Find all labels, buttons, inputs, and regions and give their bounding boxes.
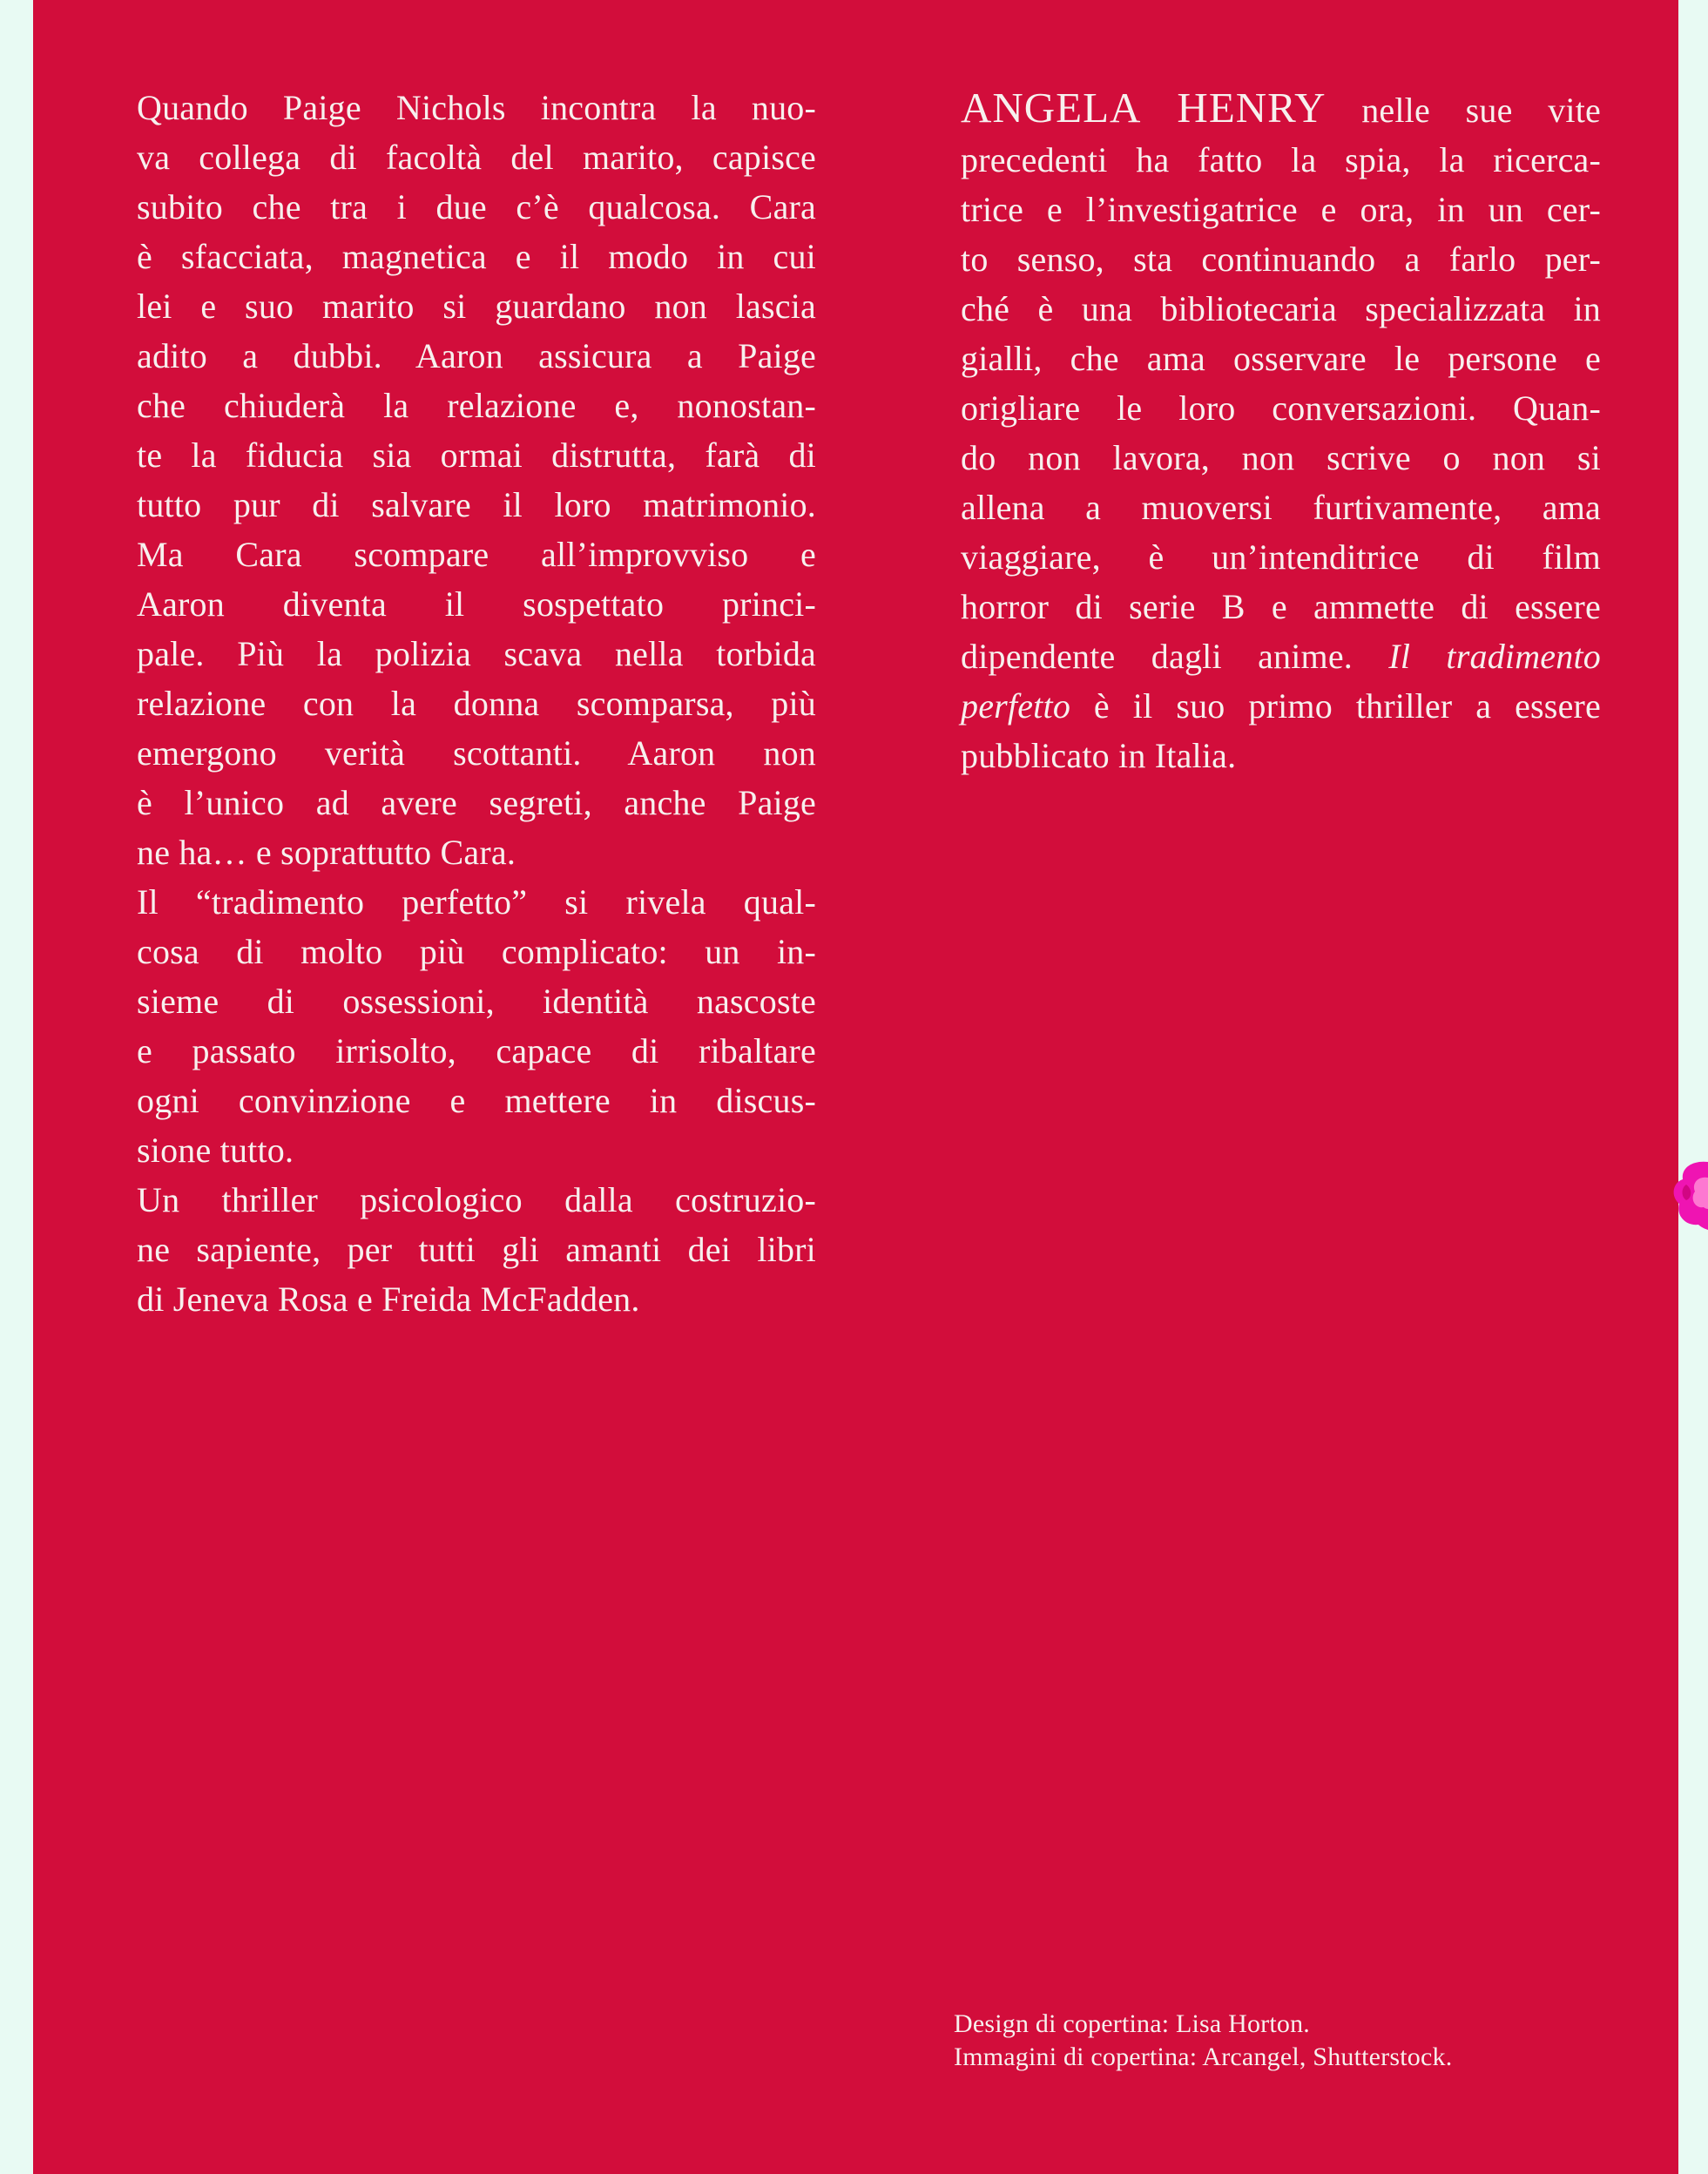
text-line: trice e l’investigatrice e ora, in un cer- <box>961 190 1601 229</box>
text-line: ne ha… e soprattutto Cara. <box>137 833 516 872</box>
credit-images-line: Immagini di copertina: Arcangel, Shutterstock. <box>954 2042 1453 2071</box>
text-line: allena a muoversi furtivamente, ama <box>961 488 1601 527</box>
text-line: di Jeneva Rosa e Freida McFadden. <box>137 1279 640 1319</box>
text-line: Un thriller psicologico dalla costruzio- <box>137 1180 816 1219</box>
text-line: Il “tradimento perfetto” si rivela qual- <box>137 882 816 922</box>
credit-design-line: Design di copertina: Lisa Horton. <box>954 2009 1311 2038</box>
text-line: te la fiducia sia ormai distrutta, farà di <box>137 435 816 475</box>
text-line: viaggiare, è un’intenditrice di film <box>961 537 1601 577</box>
text-line: Aaron diventa il sospettato princi- <box>137 584 816 624</box>
text-line: adito a dubbi. Aaron assicura a Paige <box>137 336 816 375</box>
text-line: gialli, che ama osservare le persone e <box>961 339 1601 378</box>
text-line: to senso, sta continuando a farlo per- <box>961 240 1601 279</box>
text-line: precedenti ha fatto la spia, la ricerca- <box>961 140 1601 179</box>
text-line: relazione con la donna scomparsa, più <box>137 684 816 723</box>
text-line: cosa di molto più complicato: un in- <box>137 932 816 971</box>
text-line: sione tutto. <box>137 1131 294 1170</box>
author-bio-column <box>961 83 1601 780</box>
text-line: dipendente dagli anime. Il tradimento <box>961 637 1601 676</box>
text-line: che chiuderà la relazione e, nonostan- <box>137 386 816 425</box>
text-line: pubblicato in Italia. <box>961 736 1237 775</box>
text-line: è l’unico ad avere segreti, anche Paige <box>137 783 816 822</box>
text-line: ne sapiente, per tutti gli amanti dei libri <box>137 1230 816 1269</box>
text-line: do non lavora, non scrive o non si <box>961 438 1601 477</box>
synopsis-column <box>137 83 816 1324</box>
text-line: è sfacciata, magnetica e il modo in cui <box>137 237 816 276</box>
text-line: lei e suo marito si guardano non lascia <box>137 287 816 326</box>
text-line: Quando Paige Nichols incontra la nuo- <box>137 88 816 127</box>
cover-art-peek <box>1669 1158 1708 1232</box>
text-line: sieme di ossessioni, identità nascoste <box>137 982 816 1021</box>
text-line: pale. Più la polizia scava nella torbida <box>137 634 816 673</box>
text-line: perfetto è il suo primo thriller a essere <box>961 686 1601 726</box>
credits-block <box>954 2008 1452 2074</box>
text-line: origliare le loro conversazioni. Quan- <box>961 388 1601 428</box>
text-line: ANGELA HENRY nelle sue vite <box>961 84 1601 132</box>
text-line: ogni convinzione e mettere in discus- <box>137 1081 816 1120</box>
text-line: ché è una bibliotecaria specializzata in <box>961 289 1601 328</box>
text-line: tutto pur di salvare il loro matrimonio. <box>137 485 816 524</box>
flap-red-panel <box>33 0 1678 2174</box>
text-line: horror di serie B e ammette di essere <box>961 587 1601 626</box>
text-line: emergono verità scottanti. Aaron non <box>137 733 816 773</box>
text-line: subito che tra i due c’è qualcosa. Cara <box>137 187 816 226</box>
text-line: e passato irrisolto, capace di ribaltare <box>137 1031 816 1070</box>
text-line: va collega di facoltà del marito, capisce <box>137 138 816 177</box>
text-line: Ma Cara scompare all’improvviso e <box>137 535 816 574</box>
